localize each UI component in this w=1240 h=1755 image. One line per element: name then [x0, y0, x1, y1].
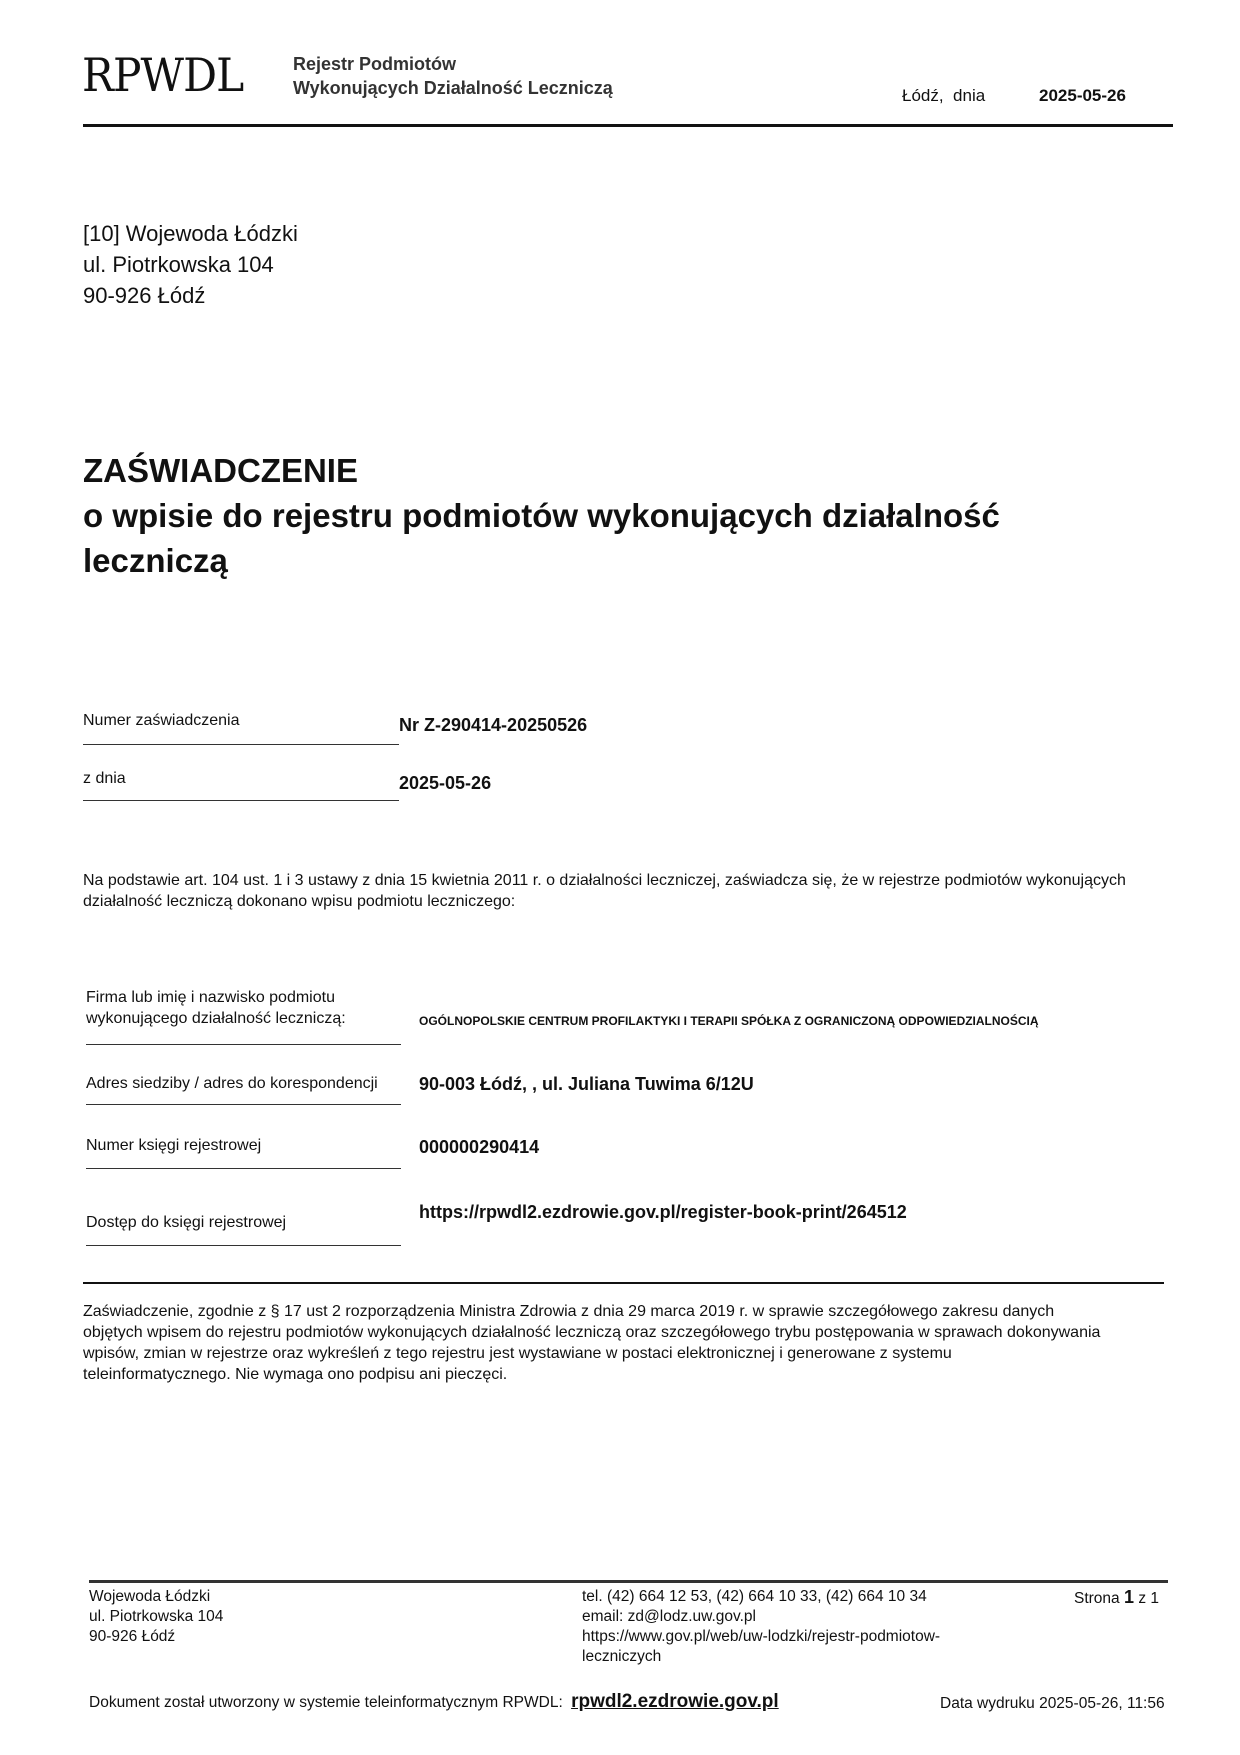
page-label: Strona	[1074, 1590, 1120, 1607]
entity-name-label	[86, 987, 346, 1029]
page-current: 1	[1123, 1587, 1134, 1607]
issuer-address	[83, 218, 298, 311]
book-access-link[interactable]: https://rpwdl2.ezdrowie.gov.pl/register-book-print/264512	[419, 1202, 907, 1222]
title-line: leczniczą	[83, 542, 228, 579]
header-date: 2025-05-26	[1039, 86, 1126, 105]
title-line: ZAŚWIADCZENIE	[83, 452, 358, 489]
rpwdl-link[interactable]: rpwdl2.ezdrowie.gov.pl	[571, 1691, 779, 1712]
book-access-label: Dostęp do księgi rejestrowej	[86, 1214, 287, 1231]
created-text: Dokument został utworzony w systemie teleinformatycznym RPWDL:	[89, 1694, 563, 1711]
divider	[83, 744, 399, 745]
document-title	[83, 448, 1000, 583]
logo-subtitle	[293, 52, 613, 100]
certificate-number-value: Nr Z-290414-20250526	[399, 715, 588, 735]
divider	[83, 800, 399, 801]
header-divider	[83, 124, 1173, 127]
label-line: wykonującego działalność leczniczą:	[86, 1010, 346, 1027]
footer-address-line: Wojewoda Łódzki	[89, 1588, 211, 1605]
page-total: z 1	[1138, 1590, 1159, 1607]
created-info	[89, 1692, 779, 1713]
divider	[86, 1245, 401, 1246]
footer-tel: tel. (42) 664 12 53, (42) 664 10 33, (42) 664 10 34	[582, 1588, 927, 1605]
print-date: Data wydruku 2025-05-26, 11:56	[940, 1695, 1165, 1712]
certificate-number-label: Numer zaświadczenia	[83, 712, 240, 729]
footer-address-line: ul. Piotrkowska 104	[89, 1608, 224, 1625]
book-number-label: Numer księgi rejestrowej	[86, 1137, 262, 1154]
entity-address-value: 90-003 Łódź, , ul. Juliana Tuwima 6/12U	[419, 1074, 754, 1094]
logo-subtitle-line: Wykonujących Działalność Leczniczą	[293, 78, 613, 98]
footnote-paragraph: Zaświadczenie, zgodnie z § 17 ust 2 rozporządzenia Ministra Zdrowia z dnia 29 marca 2019 r. w sprawie szczegółowego zakresu danych objętych wpisem do rejestru podmiotów wykonujących działalność leczniczą oraz szczegółowego trybu postępowania w sprawach dokonywania wpisów, zmian w rejestrze oraz wykreśleń z tego rejestru jest wystawiane w postaci elektronicznej i generowane z systemu teleinformatycznego. Nie wymaga ono podpisu ani pieczęci.	[83, 1303, 1101, 1383]
title-line: o wpisie do rejestru podmiotów wykonujących działalność	[83, 497, 1000, 534]
page-indicator	[1074, 1587, 1159, 1609]
entity-address-label: Adres siedziby / adres do korespondencji	[86, 1075, 378, 1092]
footer-website[interactable]: leczniczych	[582, 1648, 662, 1665]
place-label: Łódź, dnia	[902, 86, 986, 105]
certificate-date-label: z dnia	[83, 770, 126, 787]
label-line: Firma lub imię i nazwisko podmiotu	[86, 989, 335, 1006]
certificate-date-value: 2025-05-26	[399, 773, 492, 793]
divider	[86, 1168, 401, 1169]
divider	[86, 1104, 401, 1105]
issuer-line: 90-926 Łódź	[83, 283, 206, 308]
issuer-line: ul. Piotrkowska 104	[83, 252, 274, 277]
footer-address	[89, 1587, 223, 1647]
footer-website[interactable]: https://www.gov.pl/web/uw-lodzki/rejestr-podmiotow-	[582, 1628, 941, 1645]
rpwdl-logo: RPWDL	[82, 48, 244, 102]
footer-address-line: 90-926 Łódź	[89, 1628, 176, 1645]
footer-contact	[582, 1587, 940, 1667]
intro-paragraph: Na podstawie art. 104 ust. 1 i 3 ustawy z dnia 15 kwietnia 2011 r. o działalności leczniczej, zaświadcza się, że w rejestrze podmiotów wykonujących działalność leczniczą dokonano wpisu podmiotu leczniczego:	[83, 872, 1126, 910]
entity-name-value: OGÓLNOPOLSKIE CENTRUM PROFILAKTYKI I TERAPII SPÓŁKA Z OGRANICZONĄ ODPOWIEDZIALNOŚCIĄ	[419, 1014, 1039, 1028]
footer-divider	[89, 1580, 1168, 1583]
section-divider	[83, 1282, 1164, 1284]
footer-email[interactable]: email: zd@lodz.uw.gov.pl	[582, 1608, 756, 1625]
divider	[86, 1044, 401, 1045]
logo-subtitle-line: Rejestr Podmiotów	[293, 54, 457, 74]
issuer-line: [10] Wojewoda Łódzki	[83, 221, 298, 246]
book-number-value: 000000290414	[419, 1137, 540, 1157]
